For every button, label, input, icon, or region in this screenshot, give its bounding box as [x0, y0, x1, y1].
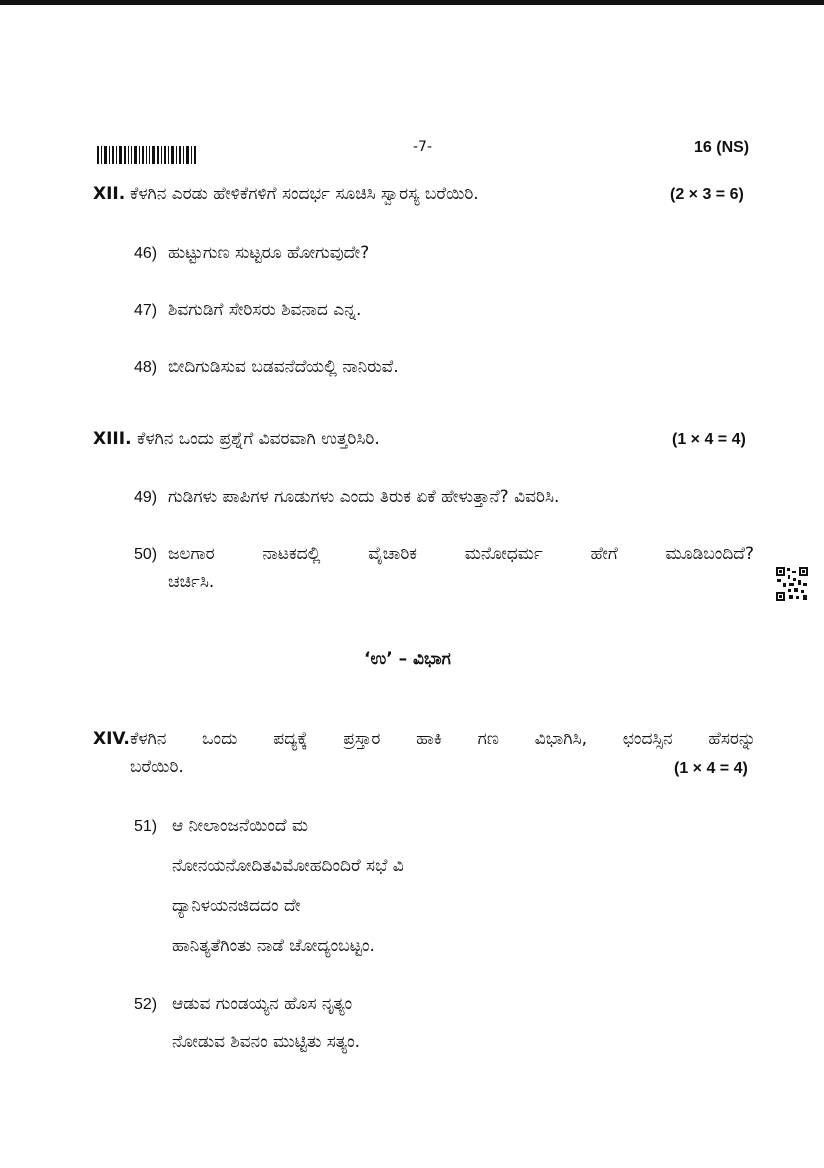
paper-code: 16 (NS) — [694, 139, 750, 156]
section-marks: (1 × 4 = 4) — [672, 431, 746, 448]
section-instruction: ಕೆಳಗಿನ ಎರಡು ಹೇಳಿಕೆಗಳಿಗೆ ಸಂದರ್ಭ ಸೂಚಿಸಿ ಸ್ವಾರಸ್ಯ ಬರೆಯಿರಿ. — [130, 184, 479, 204]
question-text: ಹುಟ್ಟುಗುಣ ಸುಟ್ಟರೂ ಹೋಗುವುದೇ? — [168, 243, 370, 263]
poem-line: ಆಡುವ ಗುಂಡಯ್ಯನ ಹೊಸ ನೃತ್ಯಂ — [172, 994, 353, 1014]
section-numeral: XII. — [93, 184, 126, 204]
question-number: 50) — [134, 546, 158, 563]
question-number: 51) — [134, 818, 158, 835]
question-text: ಜಲಗಾರ ನಾಟಕದಲ್ಲಿ ವೈಚಾರಿಕ ಮನೋಧರ್ಮ ಹೇಗೆ ಮೂಡಿಬಂದಿದೆ? — [168, 544, 754, 564]
section-instruction: ಕೆಳಗಿನ ಒಂದು ಪ್ರಶ್ನೆಗೆ ವಿವರವಾಗಿ ಉತ್ತರಿಸಿರಿ. — [137, 429, 380, 449]
section-instruction: ಕೆಳಗಿನ ಒಂದು ಪದ್ಯಕ್ಕೆ ಪ್ರಸ್ತಾರ ಹಾಕಿ ಗಣ ವಿಭಾಗಿಸಿ, ಛಂದಸ್ಸಿನ ಹೆಸರನ್ನು — [130, 729, 756, 749]
question-text-continued: ಚರ್ಚಿಸಿ. — [168, 572, 215, 592]
question-text: ಗುಡಿಗಳು ಪಾಪಿಗಳ ಗೂಡುಗಳು ಎಂದು ತಿರುಕ ಏಕೆ ಹೇಳುತ್ತಾನೆ? ವಿವರಿಸಿ. — [168, 487, 560, 507]
poem-line: ಹಾನಿತ್ಯತೆಗಿಂತು ನಾಡೆ ಚೋದ್ಯಂಬಟ್ಟಂ. — [172, 936, 375, 956]
division-heading: ‘ಉ’ – ವಿಭಾಗ — [364, 649, 451, 669]
question-number: 49) — [134, 489, 158, 506]
poem-line: ನೋನಯನೋದಿತವಿಮೋಹದಿಂದಿರೆ ಸಭೆ ವಿ — [172, 856, 404, 876]
qr-code — [775, 566, 809, 602]
question-number: 52) — [134, 996, 158, 1013]
poem-line: ದ್ಯಾನಿಳಯನಜಿದದಂ ದೇ — [172, 896, 301, 916]
question-text: ಶಿವಗುಡಿಗೆ ಸೇರಿಸರು ಶಿವನಾದ ಎನ್ನ. — [168, 300, 362, 320]
poem-line: ನೋಡುವ ಶಿವನಂ ಮುಟ್ಟಿತು ಸತ್ಯಂ. — [172, 1032, 361, 1052]
page-top-border — [0, 0, 824, 5]
question-number: 47) — [134, 302, 158, 319]
poem-line: ಆ ನೀಲಾಂಜನೆಯಿಂದೆ ಮ — [172, 816, 309, 836]
section-numeral: XIV. — [93, 729, 130, 749]
question-number: 48) — [134, 359, 158, 376]
section-marks: (2 × 3 = 6) — [670, 186, 744, 203]
barcode — [97, 146, 205, 164]
question-text: ಬೀದಿಗುಡಿಸುವ ಬಡವನೆದೆಯಲ್ಲಿ ನಾನಿರುವೆ. — [168, 357, 399, 377]
question-number: 46) — [134, 245, 158, 262]
page-number: -7- — [413, 139, 433, 155]
section-numeral: XIII. — [93, 429, 132, 449]
section-instruction-continued: ಬರೆಯಿರಿ. — [130, 757, 184, 777]
section-marks: (1 × 4 = 4) — [674, 760, 748, 777]
